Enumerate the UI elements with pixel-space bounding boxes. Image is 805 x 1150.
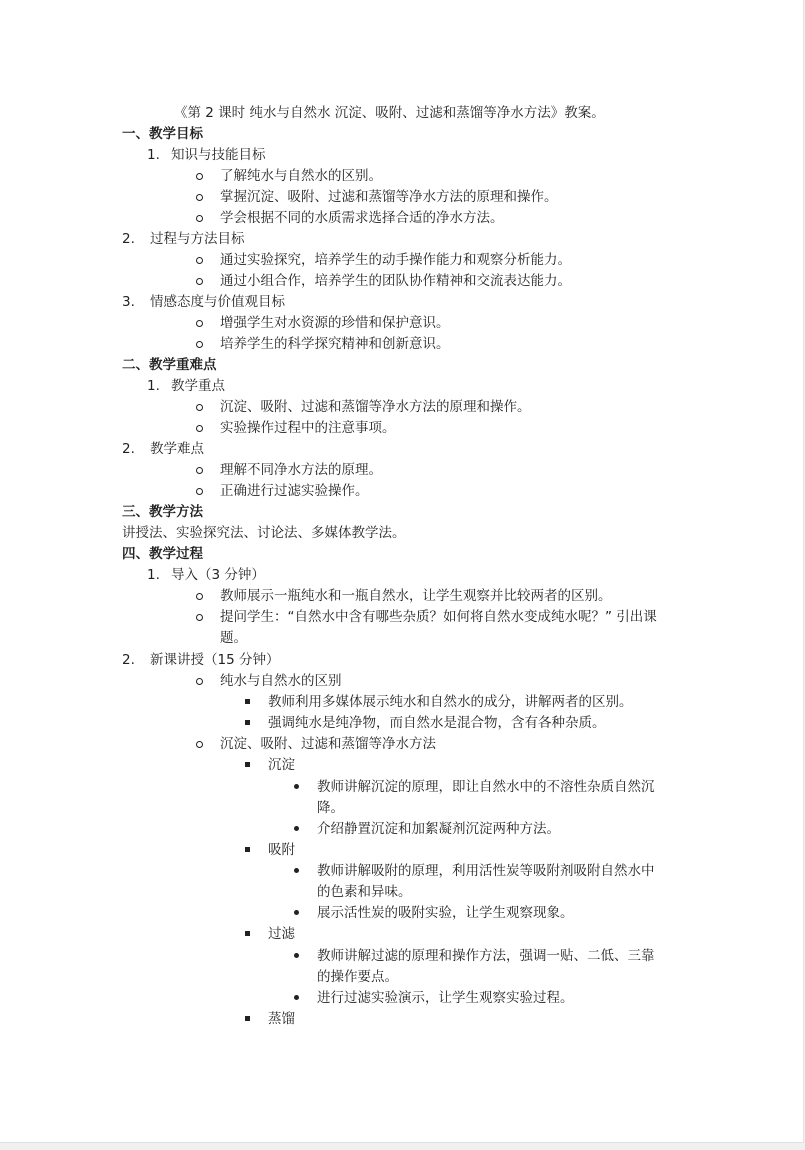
list-item-text: 通过小组合作，培养学生的团队协作精神和交流表达能力。 — [220, 273, 571, 289]
list-item — [0, 250, 700, 270]
list-item-text: 教师讲解吸附的原理，利用活性炭等吸附剂吸附自然水中 — [317, 863, 655, 879]
list-number: 1. — [147, 567, 160, 583]
list-item-text: 提问学生：“自然水中含有哪些杂质？如何将自然水变成纯水呢？” 引出课 — [220, 609, 657, 625]
hollow-bullet-icon — [196, 488, 203, 495]
list-item: 知识与技能目标 — [171, 147, 266, 163]
list-item-text: 教师讲解过滤的原理和操作方法，强调一贴、二低、三靠 — [317, 948, 655, 964]
list-item — [0, 460, 700, 480]
hollow-bullet-icon — [196, 215, 203, 222]
list-item-text: 沉淀、吸附、过滤和蒸馏等净水方法的原理和操作。 — [220, 399, 531, 415]
list-item — [0, 819, 700, 839]
list-item — [0, 713, 700, 733]
list-number: 1. — [147, 378, 160, 394]
list-item: 新课讲授（15 分钟） — [150, 652, 280, 668]
list-number: 3. — [122, 294, 135, 310]
list-item — [0, 946, 700, 966]
list-item-text: 实验操作过程中的注意事项。 — [220, 420, 396, 436]
list-item — [0, 187, 700, 207]
square-bullet-icon — [245, 762, 250, 767]
hollow-bullet-icon — [196, 194, 203, 201]
list-item-text: 教师利用多媒体展示纯水和自然水的成分，讲解两者的区别。 — [268, 694, 633, 710]
hollow-bullet-icon — [196, 320, 203, 327]
dot-bullet-icon — [294, 826, 299, 831]
list-item-text: 蒸馏 — [268, 1011, 295, 1027]
hollow-bullet-icon — [196, 278, 203, 285]
list-item-text: 通过实验探究，培养学生的动手操作能力和观察分析能力。 — [220, 252, 571, 268]
list-item — [0, 208, 700, 228]
list-item — [0, 903, 700, 923]
hollow-bullet-icon — [196, 257, 203, 264]
list-item-text-continued: 题。 — [220, 630, 247, 646]
hollow-bullet-icon — [196, 741, 203, 748]
list-item-text: 强调纯水是纯净物，而自然水是混合物，含有各种杂质。 — [268, 715, 606, 731]
list-item — [0, 671, 700, 691]
list-item — [0, 586, 700, 606]
hollow-bullet-icon — [196, 173, 203, 180]
document-title: 《第 2 课时 纯水与自然水 沉淀、吸附、过滤和蒸馏等净水方法》教案。 — [174, 105, 605, 121]
list-item-text: 正确进行过滤实验操作。 — [220, 483, 369, 499]
dot-bullet-icon — [294, 910, 299, 915]
dot-bullet-icon — [294, 953, 299, 958]
square-bullet-icon — [245, 699, 250, 704]
square-bullet-icon — [245, 931, 250, 936]
list-item-text: 理解不同净水方法的原理。 — [220, 462, 382, 478]
hollow-bullet-icon — [196, 341, 203, 348]
list-number: 2. — [122, 441, 135, 457]
list-item — [0, 418, 700, 438]
list-item-text: 介绍静置沉淀和加絮凝剂沉淀两种方法。 — [317, 821, 560, 837]
list-item-text: 展示活性炭的吸附实验，让学生观察现象。 — [317, 905, 574, 921]
list-item — [0, 924, 700, 944]
list-item-text-continued: 的操作要点。 — [317, 969, 398, 985]
list-item-text-continued: 的色素和异味。 — [317, 884, 412, 900]
list-item — [0, 734, 700, 754]
list-number: 1. — [147, 147, 160, 163]
list-item — [0, 861, 700, 881]
section-heading-methods: 三、教学方法 — [122, 504, 203, 520]
list-item — [0, 313, 700, 333]
list-item: 导入（3 分钟） — [171, 567, 265, 583]
list-item: 过程与方法目标 — [150, 231, 245, 247]
list-item — [0, 1009, 700, 1029]
list-item-text: 沉淀 — [268, 757, 295, 773]
list-item-text: 进行过滤实验演示，让学生观察实验过程。 — [317, 990, 574, 1006]
dot-bullet-icon — [294, 784, 299, 789]
list-item — [0, 692, 700, 712]
list-item-text: 学会根据不同的水质需求选择合适的净水方法。 — [220, 210, 504, 226]
list-item-text: 增强学生对水资源的珍惜和保护意识。 — [220, 315, 450, 331]
hollow-bullet-icon — [196, 467, 203, 474]
list-item — [0, 481, 700, 501]
list-item: 情感态度与价值观目标 — [150, 294, 285, 310]
hollow-bullet-icon — [196, 425, 203, 432]
list-item-text: 教师展示一瓶纯水和一瓶自然水，让学生观察并比较两者的区别。 — [220, 588, 612, 604]
section-heading-process: 四、教学过程 — [122, 546, 203, 562]
list-item-text: 培养学生的科学探究精神和创新意识。 — [220, 336, 450, 352]
list-number: 2. — [122, 652, 135, 668]
list-item-text: 沉淀、吸附、过滤和蒸馏等净水方法 — [220, 736, 436, 752]
hollow-bullet-icon — [196, 593, 203, 600]
paragraph: 讲授法、实验探究法、讨论法、多媒体教学法。 — [122, 525, 406, 541]
section-heading-key-points: 二、教学重难点 — [122, 357, 217, 373]
square-bullet-icon — [245, 847, 250, 852]
list-number: 2. — [122, 231, 135, 247]
list-item-text: 掌握沉淀、吸附、过滤和蒸馏等净水方法的原理和操作。 — [220, 189, 558, 205]
list-item — [0, 334, 700, 354]
list-item — [0, 755, 700, 775]
list-item — [0, 988, 700, 1008]
list-item-text: 了解纯水与自然水的区别。 — [220, 168, 382, 184]
square-bullet-icon — [245, 720, 250, 725]
dot-bullet-icon — [294, 995, 299, 1000]
list-item — [0, 607, 700, 627]
list-item-text: 过滤 — [268, 926, 295, 942]
hollow-bullet-icon — [196, 614, 203, 621]
list-item — [0, 166, 700, 186]
list-item — [0, 840, 700, 860]
hollow-bullet-icon — [196, 404, 203, 411]
list-item: 教学难点 — [150, 441, 204, 457]
hollow-bullet-icon — [196, 678, 203, 685]
list-item: 教学重点 — [171, 378, 225, 394]
dot-bullet-icon — [294, 868, 299, 873]
square-bullet-icon — [245, 1016, 250, 1021]
list-item — [0, 397, 700, 417]
section-heading-goals: 一、教学目标 — [122, 126, 203, 142]
list-item-text: 吸附 — [268, 842, 295, 858]
list-item — [0, 271, 700, 291]
list-item-text-continued: 降。 — [317, 800, 344, 816]
list-item-text: 教师讲解沉淀的原理，即让自然水中的不溶性杂质自然沉 — [317, 779, 655, 795]
list-item-text: 纯水与自然水的区别 — [220, 673, 342, 689]
list-item — [0, 777, 700, 797]
